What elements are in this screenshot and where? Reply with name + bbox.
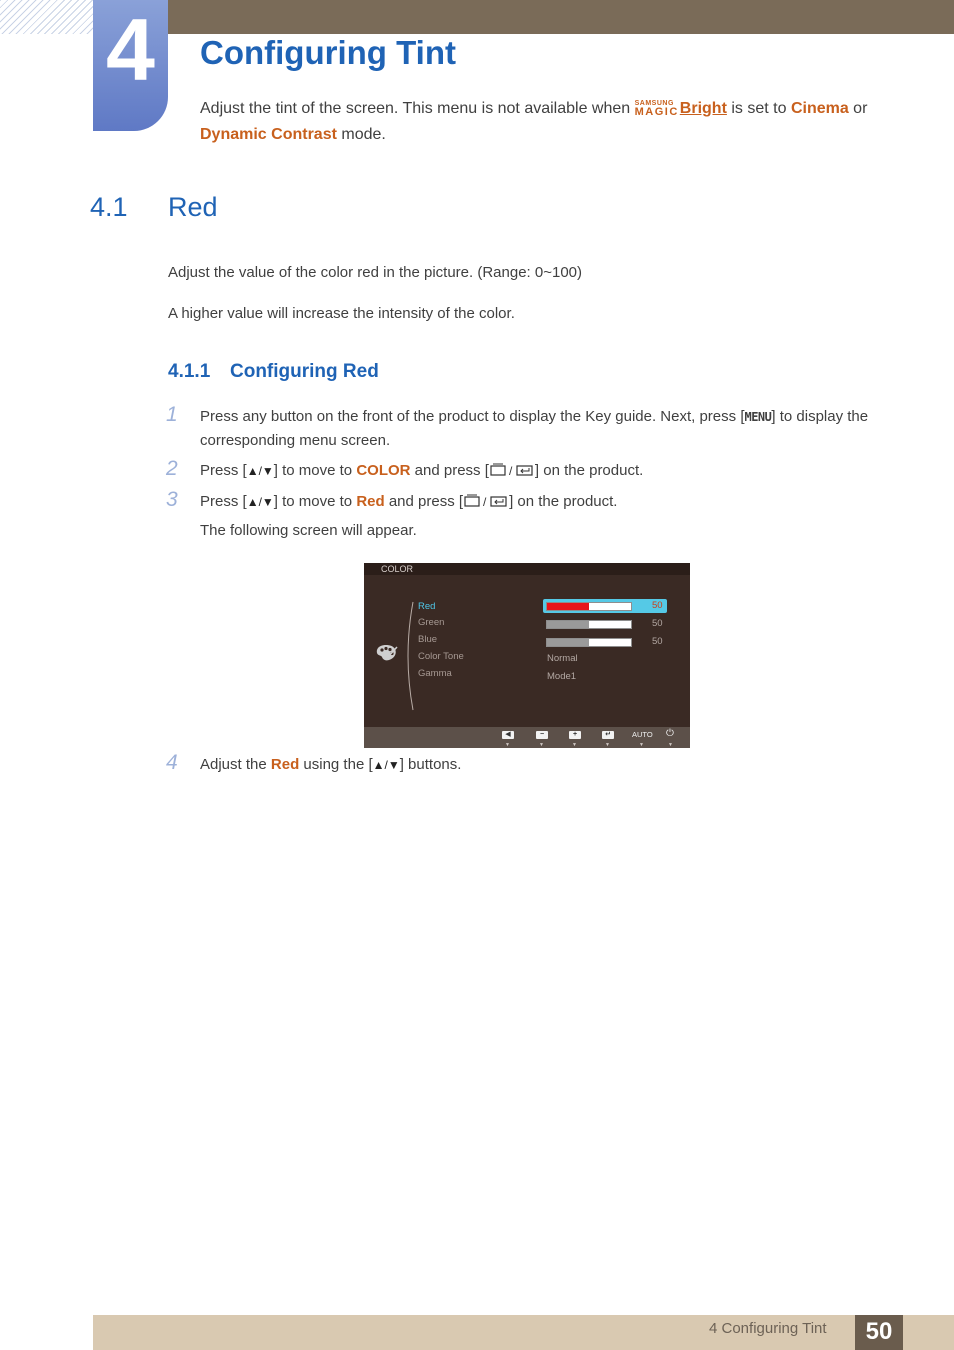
logo-samsung-text: SAMSUNG xyxy=(634,100,674,107)
subsection-number: 4.1.1 xyxy=(168,361,211,382)
step-text-3 xyxy=(200,490,890,516)
step-text: ] to move to xyxy=(273,462,357,479)
svg-text:/: / xyxy=(508,464,513,477)
green-slider-fill xyxy=(547,621,589,628)
step-text: Press [ xyxy=(200,493,247,510)
up-down-arrows-icon: ▲/▼ xyxy=(246,495,274,509)
section-title: Red xyxy=(168,192,218,222)
intro-text: or xyxy=(848,100,868,117)
up-down-arrows-icon: ▲/▼ xyxy=(372,758,400,772)
gamma-value: Mode1 xyxy=(547,671,577,682)
osd-menu-item-gamma[interactable]: Gamma xyxy=(418,668,452,679)
step-text: using the [ xyxy=(299,756,373,773)
color-tone-value: Normal xyxy=(547,653,578,664)
power-icon[interactable]: ⏻ xyxy=(666,728,674,739)
step-text: Press any button on the front of the product to display the Key guide. Next, press [ xyxy=(200,408,745,425)
header-hatch xyxy=(0,0,94,34)
step-text: and press [ xyxy=(410,462,489,479)
header-band xyxy=(94,0,954,34)
screen-note: The following screen will appear. xyxy=(200,522,417,539)
down-indicator-icon: ▼ xyxy=(605,742,610,748)
down-indicator-icon: ▼ xyxy=(505,742,510,748)
blue-slider[interactable] xyxy=(546,638,632,647)
section-paragraph-1: Adjust the value of the color red in the picture. (Range: 0~100) xyxy=(168,264,583,281)
section-paragraph-2: A higher value will increase the intensity of the color. xyxy=(168,305,515,322)
minus-button[interactable]: − xyxy=(536,731,548,739)
down-indicator-icon: ▼ xyxy=(539,742,544,748)
red-value: 50 xyxy=(652,600,663,611)
osd-screen xyxy=(364,563,690,748)
step-number-3: 3 xyxy=(166,488,178,511)
step-text: Press [ xyxy=(200,462,247,479)
step-text-4 xyxy=(200,753,890,777)
osd-key-guide xyxy=(364,727,690,748)
cinema-term: Cinema xyxy=(790,100,849,117)
red-term: Red xyxy=(356,493,385,510)
enter-button[interactable] xyxy=(602,731,614,739)
green-value: 50 xyxy=(652,618,663,629)
footer-chapter-label: 4 Configuring Tint xyxy=(709,1320,827,1337)
section-number: 4.1 xyxy=(90,192,128,222)
subsection-title: Configuring Red xyxy=(230,361,379,382)
osd-menu-item-color-tone[interactable]: Color Tone xyxy=(418,651,464,662)
back-button[interactable]: ◀ xyxy=(502,731,514,739)
step-text: ] to move to xyxy=(273,493,357,510)
green-slider[interactable] xyxy=(546,620,632,629)
chapter-number-tab xyxy=(93,0,168,131)
step-text-1 xyxy=(200,405,890,453)
source-enter-icon xyxy=(489,461,535,485)
bright-link[interactable]: Bright xyxy=(679,100,727,117)
logo-magic-text: MAGIC xyxy=(634,106,679,118)
up-down-arrows-icon: ▲/▼ xyxy=(246,464,274,478)
page-number: 50 xyxy=(855,1315,903,1350)
osd-menu-item-red[interactable]: Red xyxy=(418,601,436,612)
red-slider[interactable] xyxy=(546,602,632,611)
blue-slider-fill xyxy=(547,639,589,646)
palette-icon xyxy=(375,643,399,668)
osd-menu-item-green[interactable]: Green xyxy=(418,617,445,628)
step-number-2: 2 xyxy=(166,457,178,480)
down-indicator-icon: ▼ xyxy=(572,742,577,748)
step-text: ] on the product. xyxy=(509,493,618,510)
source-enter-icon xyxy=(463,492,509,516)
step-text-2 xyxy=(200,459,890,485)
osd-menu-item-blue[interactable]: Blue xyxy=(418,634,438,645)
enter-icon: ↵ xyxy=(605,731,611,738)
step-number-4: 4 xyxy=(166,751,178,774)
intro-text: Adjust the tint of the screen. This menu is not available when xyxy=(200,100,635,117)
intro-text: is set to xyxy=(726,100,791,117)
osd-header-title: COLOR xyxy=(381,564,414,574)
svg-text:/: / xyxy=(483,495,487,508)
down-indicator-icon: ▼ xyxy=(668,742,673,748)
step-text: and press [ xyxy=(384,493,464,510)
step-number-1: 1 xyxy=(166,403,178,426)
red-term: Red xyxy=(270,756,300,773)
step-text: Adjust the xyxy=(200,756,271,773)
red-slider-fill xyxy=(547,603,589,610)
step-text: ] buttons. xyxy=(399,756,462,773)
samsung-magic-logo xyxy=(635,100,679,116)
plus-button[interactable]: + xyxy=(569,731,581,739)
menu-key: MENU xyxy=(744,410,772,424)
intro-text: mode. xyxy=(336,126,386,143)
step-text: ] on the product. xyxy=(534,462,644,479)
blue-value: 50 xyxy=(652,636,663,647)
chapter-number: 4 xyxy=(106,0,155,99)
down-indicator-icon: ▼ xyxy=(639,742,644,748)
color-term: COLOR xyxy=(356,462,411,479)
dynamic-contrast-term: Dynamic Contrast xyxy=(200,126,337,143)
auto-button[interactable]: AUTO xyxy=(632,730,653,739)
step-text: ] to display the corresponding menu screen. xyxy=(200,408,869,449)
osd-menu-divider xyxy=(402,601,414,716)
chapter-title: Configuring Tint xyxy=(200,34,456,71)
intro-paragraph xyxy=(200,96,900,148)
